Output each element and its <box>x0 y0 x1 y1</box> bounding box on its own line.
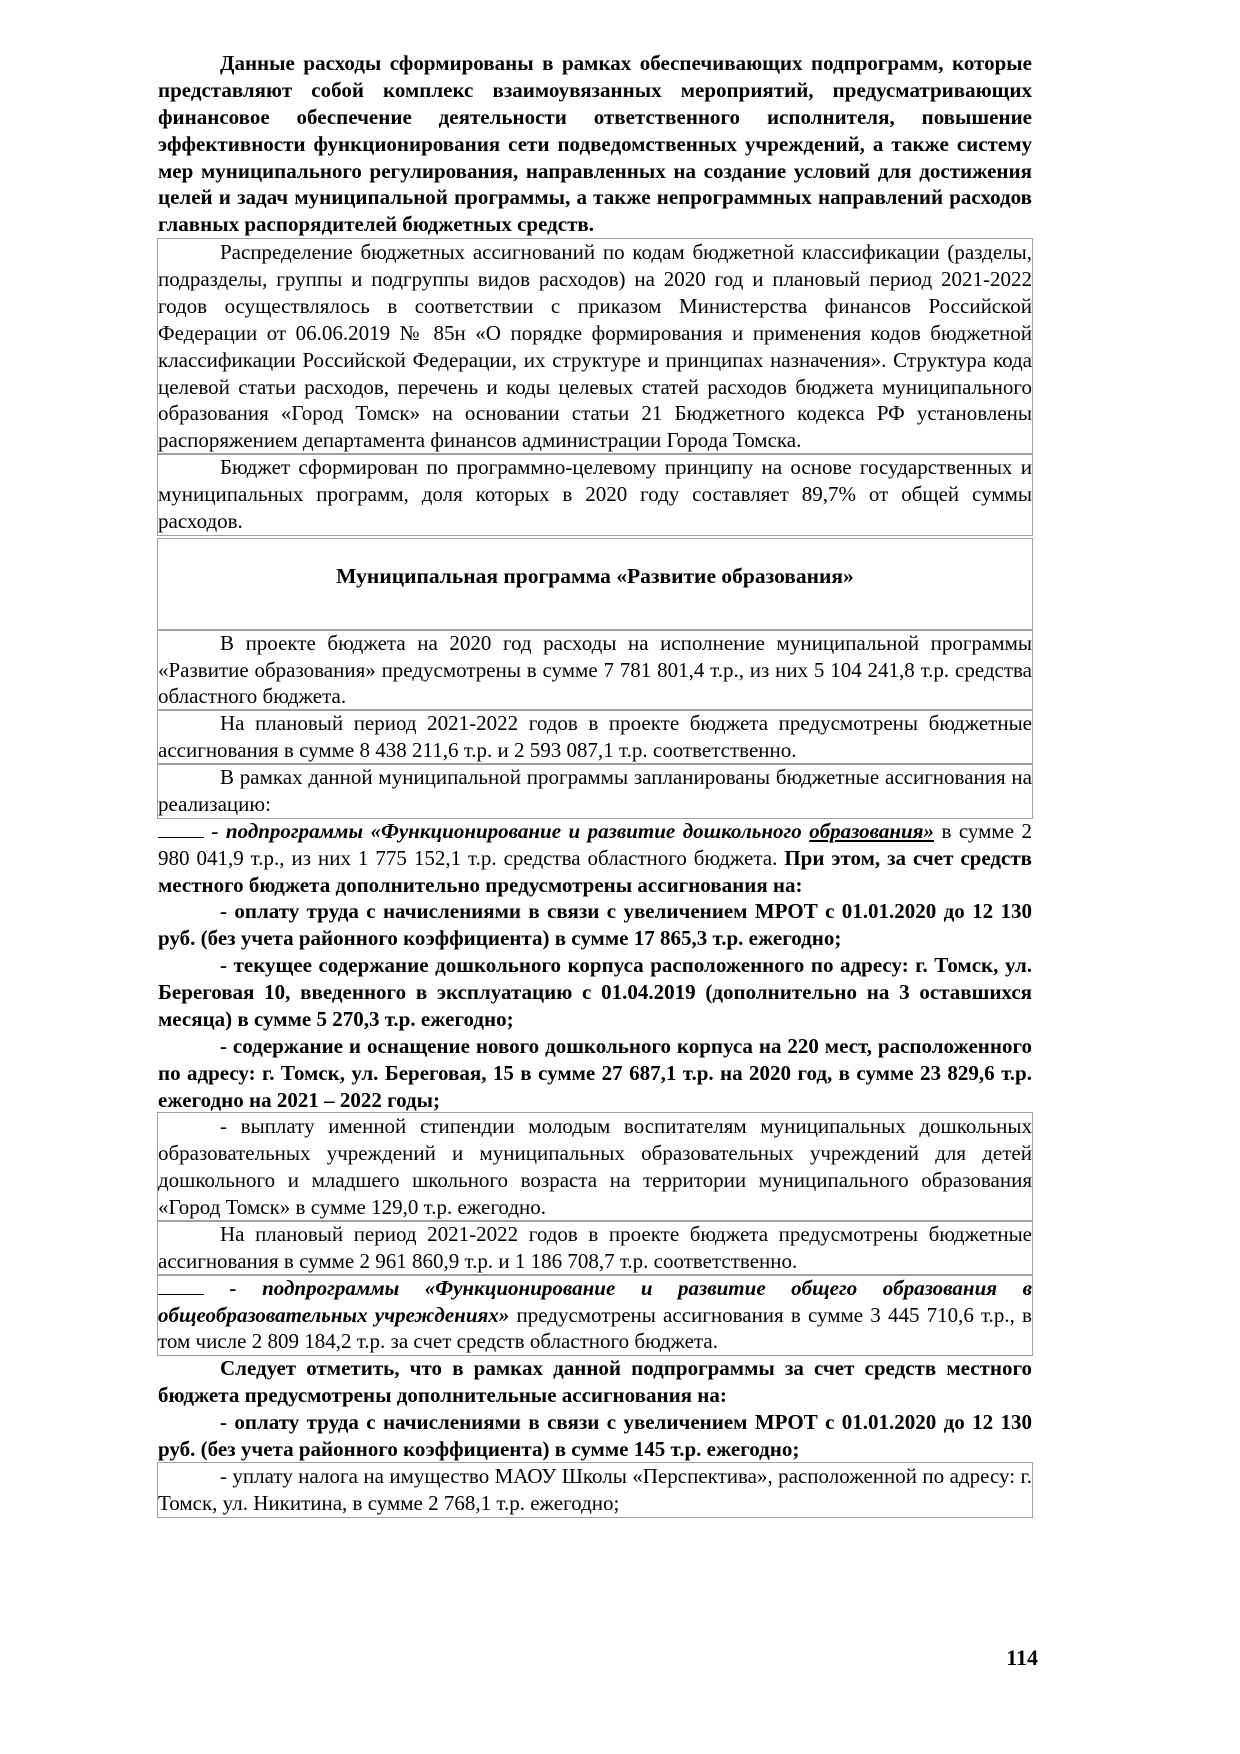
text-run: Следует отметить, что в рамках данной подпрограммы за счет средств местного бюджета предусмотрены дополнительные ассигнования на: <box>158 1356 1032 1408</box>
text-run: Данные расходы сформированы в рамках обеспечивающих подпрограмм, которые представляют собой комплекс взаимоувязанных мероприятий, предусматривающих финансовое обеспечение деятельности ответственного исполнителя, повышение эффективности функционирования сети подведомственных учреждений, а также систему мер муниципального регулирования, направленных на создание условий для достижения целей и задач муниципальной программы, а также непрограммных направлений расходов главных распорядителей бюджетных средств. <box>158 51 1032 237</box>
tab-underline <box>158 1292 204 1295</box>
paragraph-subprogram-preschool <box>158 818 1032 899</box>
paragraph-program-allocations-intro <box>158 764 1032 818</box>
paragraph-program-2020-total <box>158 630 1032 711</box>
bullet-property-tax-perspektiva <box>158 1463 1032 1517</box>
paragraph-planned-period-preschool <box>158 1221 1032 1275</box>
text-run: - текущее содержание дошкольного корпуса расположенного по адресу: г. Томск, ул. Береговая 10, введенного в эксплуатацию с 01.04.2019 (дополнительно на 3 оставшихся месяца) в сумме 5 270,3 т.р. ежегодно; <box>158 953 1032 1031</box>
bullet-beregovaya-10-maintenance <box>158 952 1032 1033</box>
text-run: В рамках данной муниципальной программы запланированы бюджетные ассигнования на реализацию: <box>158 765 1032 816</box>
paragraph-planned-period-total <box>158 710 1032 764</box>
paragraph-support-subprograms <box>158 50 1032 239</box>
paragraph-subprogram-general-education <box>158 1275 1032 1356</box>
bullet-named-scholarship <box>158 1113 1032 1221</box>
bullet-beregovaya-15-new-building <box>158 1033 1032 1114</box>
text-run: - уплату налога на имущество МАОУ Школы «Перспектива», расположенной по адресу: г. Томск, ул. Никитина, в сумме 2 768,1 т.р. ежегодно; <box>158 1463 1032 1515</box>
text-run: - содержание и оснащение нового дошкольного корпуса на 220 мест, расположенного по адресу: г. Томск, ул. Береговая, 15 в сумме 27 687,1 т.р. на 2020 год, в сумме 23 829,6 т.р. ежегодно на 2021 – 2022 годы; <box>158 1033 1032 1112</box>
bullet-wage-mrot-general <box>158 1409 1032 1463</box>
text-run: В проекте бюджета на 2020 год расходы на исполнение муниципальной программы «Развитие образования» предусмотрены в сумме 7 781 801,4 т.р., из них 5 104 241,8 т.р. средства областного бюджета. <box>158 630 1032 709</box>
text-run: - оплату труда с начислениями в связи с увеличением МРОТ с 01.01.2020 до 12 130 руб. (без учета районного коэффициента) в сумме 17 865,3 т.р. ежегодно; <box>158 899 1032 951</box>
text-run: предусмотрены ассигнования в сумме 3 445 710,6 т.р., в том числе 2 809 184,2 т.р. за счет средств областного бюджета. <box>158 1302 1032 1354</box>
text-column <box>158 50 1032 1517</box>
text-run: образования» <box>809 818 934 843</box>
paragraph-note-local-budget <box>158 1355 1032 1409</box>
text-run: Бюджет сформирован по программно-целевому принципу на основе государственных и муниципальных программ, доля которых в 2020 году составляет 89,7% от общей суммы расходов. <box>158 455 1032 533</box>
text-run: Распределение бюджетных ассигнований по кодам бюджетной классификации (разделы, подразделы, группы и подгруппы видов расходов) на 2020 год и плановый период 2021-2022 годов осуществлялось в соответствии с приказом Министерства финансов Российской Федерации от 06.06.2019 № 85н «О порядке формирования и применения кодов бюджетной классификации Российской Федерации, их структуре и принципах назначения». Структура кода целевой статьи расходов, перечень и коды целевых статей расходов бюджета муниципального образования «Город Томск» на основании статьи 21 Бюджетного кодекса РФ установлены распоряжением департамента финансов администрации Города Томска. <box>158 240 1032 453</box>
text-run: - подпрограммы «Функционирование и развитие дошкольного <box>204 818 810 843</box>
text-run: При этом, за счет средств местного бюджета дополнительно предусмотрены ассигнования на: <box>158 845 1032 897</box>
paragraph-program-principle <box>158 454 1032 535</box>
text-run: - оплату труда с начислениями в связи с увеличением МРОТ с 01.01.2020 до 12 130 руб. (без учета районного коэффициента) в сумме 145 т.р. ежегодно; <box>158 1410 1032 1461</box>
text-run: - подпрограммы «Функционирование и развитие общего образования в общеобразовательных учреждениях» <box>158 1275 1032 1327</box>
tab-underline <box>158 835 204 838</box>
bullet-wage-mrot-preschool <box>158 898 1032 952</box>
page-number: 114 <box>1006 1645 1038 1670</box>
text-run: в сумме 2 980 041,9 т.р., из них 1 775 152,1 т.р. средства областного бюджета. <box>158 818 1032 870</box>
text-run: На плановый период 2021-2022 годов в проекте бюджета предусмотрены бюджетные ассигнования в сумме 2 961 860,9 т.р. и 1 186 708,7 т.р. соответственно. <box>158 1221 1032 1273</box>
program-heading: Муниципальная программа «Развитие образования» <box>336 563 854 588</box>
text-run: - выплату именной стипендии молодым воспитателям муниципальных дошкольных образовательных учреждений и муниципальных образовательных учреждений для детей дошкольного и младшего школьного возраста на территории муниципального образования «Город Томск» в сумме 129,0 т.р. ежегодно. <box>158 1114 1032 1219</box>
paragraph-budget-classification <box>158 239 1032 454</box>
text-run: На плановый период 2021-2022 годов в проекте бюджета предусмотрены бюджетные ассигнования в сумме 8 438 211,6 т.р. и 2 593 087,1 т.р. соответственно. <box>158 711 1032 763</box>
program-heading-box <box>158 539 1032 630</box>
